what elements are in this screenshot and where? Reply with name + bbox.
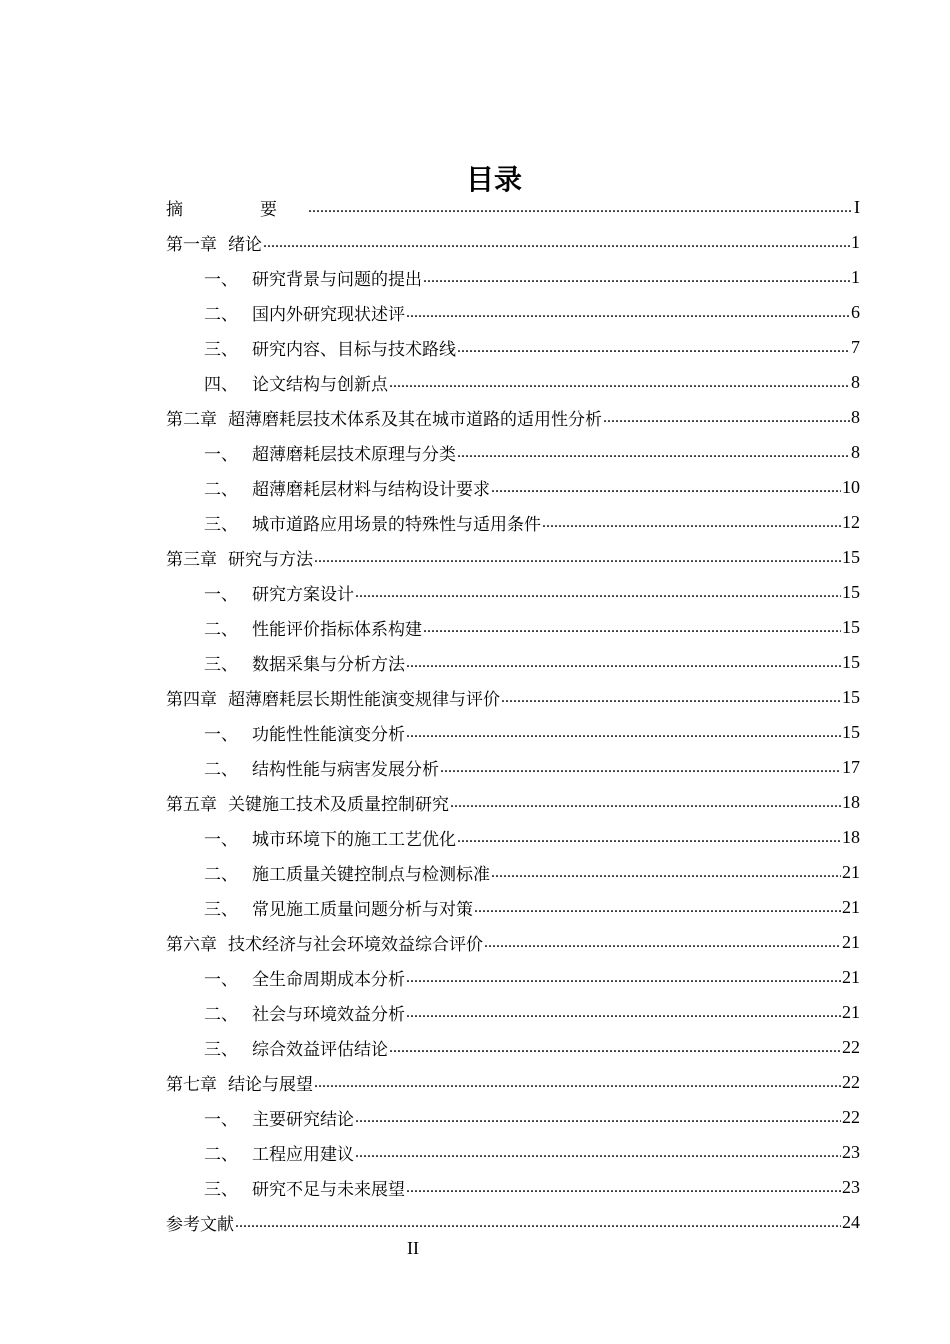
toc-entry[interactable]: [166, 1100, 860, 1135]
toc-entry-number: 三、: [204, 655, 238, 675]
toc-entry-title: 常见施工质量问题分析与对策: [252, 900, 473, 920]
toc-entry-number: 二、: [204, 1145, 238, 1165]
toc-entry-number: 三、: [204, 1180, 238, 1200]
page-number: II: [407, 1238, 419, 1258]
toc-entry-number: 三、: [204, 900, 238, 920]
toc-dot-leader: [389, 374, 850, 392]
toc-entry[interactable]: [166, 1170, 860, 1205]
toc-entry-page: 18: [842, 827, 860, 847]
toc-entry-title: 关键施工技术及质量控制研究: [228, 795, 449, 815]
toc-entry-page: 12: [842, 512, 860, 532]
toc-entry-page: 21: [842, 1002, 860, 1022]
toc-entry-title: 研究内容、目标与技术路线: [252, 340, 456, 360]
toc-dot-leader: [355, 1109, 841, 1127]
toc-entry-title: 超薄磨耗层长期性能演变规律与评价: [228, 690, 500, 710]
toc-entry-number: 二、: [204, 620, 238, 640]
toc-entry-title: 研究与方法: [228, 550, 313, 570]
toc-entry-number: 一、: [204, 585, 238, 605]
toc-dot-leader: [423, 619, 841, 637]
toc-dot-leader: [484, 934, 841, 952]
toc-entry-number: 三、: [204, 1040, 238, 1060]
toc-entry-page: 15: [842, 617, 860, 637]
toc-entry-page: 6: [851, 302, 860, 322]
toc-entry-page: 1: [851, 267, 860, 287]
toc-entry[interactable]: [166, 1135, 860, 1170]
toc-entry-title: 绪论: [228, 235, 262, 255]
toc-dot-leader: [457, 339, 850, 357]
toc-entry[interactable]: [166, 505, 860, 540]
toc-entry-page: 15: [842, 687, 860, 707]
toc-dot-leader: [406, 1004, 841, 1022]
toc-entry-title: 主要研究结论: [252, 1110, 354, 1130]
toc-entry-number: 三、: [204, 515, 238, 535]
toc-entry-title: 研究不足与未来展望: [252, 1180, 405, 1200]
toc-dot-leader: [542, 514, 841, 532]
toc-dot-leader: [355, 584, 841, 602]
toc-entry-number: 四、: [204, 375, 238, 395]
toc-entry-title: 结构性能与病害发展分析: [252, 760, 439, 780]
toc-entry-title: 综合效益评估结论: [252, 1040, 388, 1060]
toc-dot-leader: [406, 969, 841, 987]
toc-entry[interactable]: [166, 645, 860, 680]
toc-entry-page: 7: [851, 337, 860, 357]
toc-entry-title: 施工质量关键控制点与检测标准: [252, 865, 490, 885]
toc-entry[interactable]: [166, 1065, 860, 1100]
toc-entry[interactable]: [166, 190, 860, 225]
toc-entry-number: 二、: [204, 480, 238, 500]
toc-entry-title: 全生命周期成本分析: [252, 970, 405, 990]
toc-entry-title: 城市环境下的施工工艺优化: [252, 830, 456, 850]
toc-entry-title: 摘 要: [166, 200, 307, 220]
toc-dot-leader: [603, 409, 850, 427]
toc-entry-page: 23: [842, 1177, 860, 1197]
toc-entry[interactable]: [166, 330, 860, 365]
toc-dot-leader: [406, 304, 850, 322]
toc-entry-page: 22: [842, 1072, 860, 1092]
table-of-contents: [166, 190, 860, 1240]
toc-entry[interactable]: [166, 750, 860, 785]
toc-entry-page: 15: [842, 582, 860, 602]
toc-entry-page: 21: [842, 862, 860, 882]
toc-entry[interactable]: [166, 715, 860, 750]
toc-entry-page: 18: [842, 792, 860, 812]
toc-entry-title: 参考文献: [166, 1215, 234, 1235]
toc-dot-leader: [308, 199, 853, 217]
toc-entry-number: 第七章: [166, 1075, 217, 1095]
toc-entry[interactable]: [166, 470, 860, 505]
toc-entry-number: 第六章: [166, 935, 217, 955]
toc-entry-number: 第二章: [166, 410, 217, 430]
toc-entry[interactable]: [166, 855, 860, 890]
toc-entry[interactable]: [166, 680, 860, 715]
toc-dot-leader: [491, 479, 841, 497]
toc-dot-leader: [406, 654, 841, 672]
toc-entry[interactable]: [166, 610, 860, 645]
toc-entry-title: 技术经济与社会环境效益综合评价: [228, 935, 483, 955]
toc-dot-leader: [389, 1039, 841, 1057]
toc-entry-title: 超薄磨耗层技术原理与分类: [252, 445, 456, 465]
toc-entry-title: 功能性性能演变分析: [252, 725, 405, 745]
toc-dot-leader: [450, 794, 841, 812]
toc-dot-leader: [355, 1144, 841, 1162]
toc-entry-page: 23: [842, 1142, 860, 1162]
toc-entry-page: 21: [842, 967, 860, 987]
toc-entry[interactable]: [166, 540, 860, 575]
toc-entry-page: 15: [842, 547, 860, 567]
toc-entry-number: 二、: [204, 1005, 238, 1025]
toc-entry-page: 17: [842, 757, 860, 777]
toc-entry-number: 一、: [204, 970, 238, 990]
toc-entry[interactable]: [166, 435, 860, 470]
toc-entry-title: 研究背景与问题的提出: [252, 270, 422, 290]
toc-entry-page: 22: [842, 1037, 860, 1057]
toc-entry-number: 第五章: [166, 795, 217, 815]
toc-dot-leader: [235, 1214, 841, 1232]
toc-dot-leader: [406, 724, 841, 742]
toc-entry[interactable]: [166, 260, 860, 295]
toc-entry[interactable]: [166, 575, 860, 610]
toc-dot-leader: [314, 549, 841, 567]
toc-entry-number: 一、: [204, 725, 238, 745]
toc-entry-page: 15: [842, 652, 860, 672]
toc-dot-leader: [474, 899, 841, 917]
toc-entry-page: 10: [842, 477, 860, 497]
toc-entry-number: 第三章: [166, 550, 217, 570]
toc-dot-leader: [423, 269, 850, 287]
toc-entry[interactable]: [166, 295, 860, 330]
toc-entry-page: 8: [851, 407, 860, 427]
toc-entry-number: 一、: [204, 270, 238, 290]
toc-entry-title: 论文结构与创新点: [252, 375, 388, 395]
toc-entry-page: 8: [851, 442, 860, 462]
toc-entry-number: 一、: [204, 1110, 238, 1130]
toc-entry[interactable]: [166, 820, 860, 855]
toc-dot-leader: [263, 234, 850, 252]
toc-entry[interactable]: [166, 400, 860, 435]
toc-entry-page: 21: [842, 897, 860, 917]
toc-entry-number: 第四章: [166, 690, 217, 710]
toc-entry[interactable]: [166, 225, 860, 260]
toc-entry-page: 21: [842, 932, 860, 952]
toc-entry-number: 二、: [204, 760, 238, 780]
toc-entry-number: 第一章: [166, 235, 217, 255]
toc-entry-title: 国内外研究现状述评: [252, 305, 405, 325]
toc-entry-title: 数据采集与分析方法: [252, 655, 405, 675]
toc-entry-page: 15: [842, 722, 860, 742]
toc-entry[interactable]: [166, 1030, 860, 1065]
toc-entry-page: 1: [851, 232, 860, 252]
toc-dot-leader: [314, 1074, 841, 1092]
toc-entry-title: 结论与展望: [228, 1075, 313, 1095]
toc-entry-title: 研究方案设计: [252, 585, 354, 605]
toc-entry-page: I: [854, 197, 860, 217]
toc-entry[interactable]: [166, 890, 860, 925]
toc-entry-number: 二、: [204, 865, 238, 885]
toc-entry[interactable]: [166, 925, 860, 960]
toc-entry-number: 二、: [204, 305, 238, 325]
toc-entry-title: 城市道路应用场景的特殊性与适用条件: [252, 515, 541, 535]
toc-dot-leader: [406, 1179, 841, 1197]
toc-entry-title: 工程应用建议: [252, 1145, 354, 1165]
toc-entry[interactable]: [166, 995, 860, 1030]
toc-entry-page: 24: [842, 1212, 860, 1232]
toc-entry-title: 超薄磨耗层技术体系及其在城市道路的适用性分析: [228, 410, 602, 430]
toc-entry[interactable]: [166, 365, 860, 400]
toc-dot-leader: [491, 864, 841, 882]
toc-entry[interactable]: [166, 1205, 860, 1240]
toc-dot-leader: [457, 829, 841, 847]
toc-entry-number: 一、: [204, 830, 238, 850]
toc-dot-leader: [501, 689, 841, 707]
page-title: 目录: [465, 163, 522, 196]
toc-entry[interactable]: [166, 960, 860, 995]
toc-entry-page: 8: [851, 372, 860, 392]
toc-dot-leader: [457, 444, 850, 462]
toc-entry-page: 22: [842, 1107, 860, 1127]
toc-entry-title: 性能评价指标体系构建: [252, 620, 422, 640]
toc-entry-number: 一、: [204, 445, 238, 465]
toc-entry-title: 社会与环境效益分析: [252, 1005, 405, 1025]
toc-entry-title: 超薄磨耗层材料与结构设计要求: [252, 480, 490, 500]
toc-entry-number: 三、: [204, 340, 238, 360]
toc-dot-leader: [440, 759, 841, 777]
toc-entry[interactable]: [166, 785, 860, 820]
